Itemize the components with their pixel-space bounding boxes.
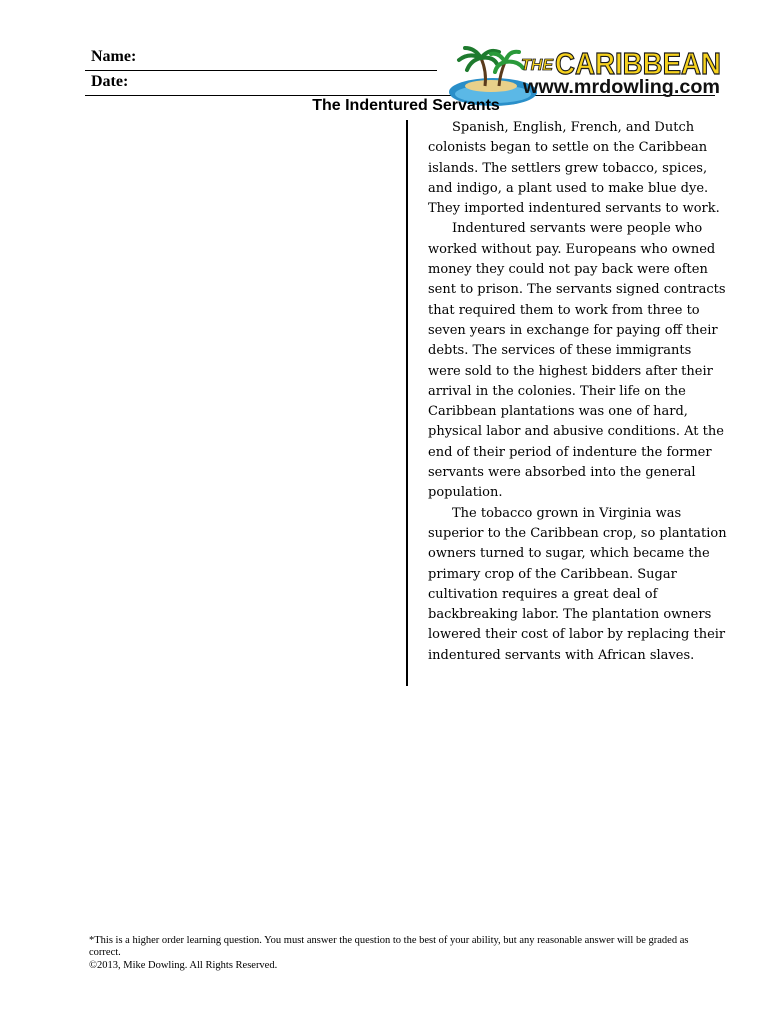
logo-prefix: THE — [521, 57, 553, 74]
name-label: Name: — [91, 48, 137, 65]
article-body — [428, 118, 728, 666]
column-divider — [406, 120, 408, 686]
paragraph: The tobacco grown in Virginia was superior to the Caribbean crop, so plantation owners turned to sugar, which became the primary crop of the Caribbean. Sugar cultivation requires a great deal of backbreaking labor. The plantation owners lowered their cost of labor by replacing their indentured servants with African slaves. — [428, 505, 727, 663]
paragraph: Indentured servants were people who worked without pay. Europeans who owned money they could not pay back were often sent to prison. The servants signed contracts that required them to work from three to seven years in exchange for paying off their debts. The services of these immigrants were sold to the highest bidders after their arrival in the colonies. Their life on the Caribbean plantations was one of hard, physical labor and abusive conditions. At the end of their period of indenture the former servants were absorbed into the general population. — [428, 221, 726, 501]
footer-note: *This is a higher order learning question. You must answer the question to the best of your ability, but any reasonable answer will be graded as correct. — [89, 935, 689, 959]
logo-brand: CARIBBEAN — [555, 46, 721, 81]
page-title: The Indentured Servants — [312, 97, 500, 114]
copyright: ©2013, Mike Dowling. All Rights Reserved. — [89, 959, 278, 971]
paragraph: Spanish, English, French, and Dutch colonists began to settle on the Caribbean islands. The settlers grew tobacco, spices, and indigo, a plant used to make blue dye. They imported indentured servants to work. — [428, 120, 720, 217]
logo-url: www.mrdowling.com — [521, 77, 720, 98]
date-label: Date: — [91, 73, 129, 90]
footer — [89, 935, 709, 972]
name-line — [85, 70, 437, 71]
